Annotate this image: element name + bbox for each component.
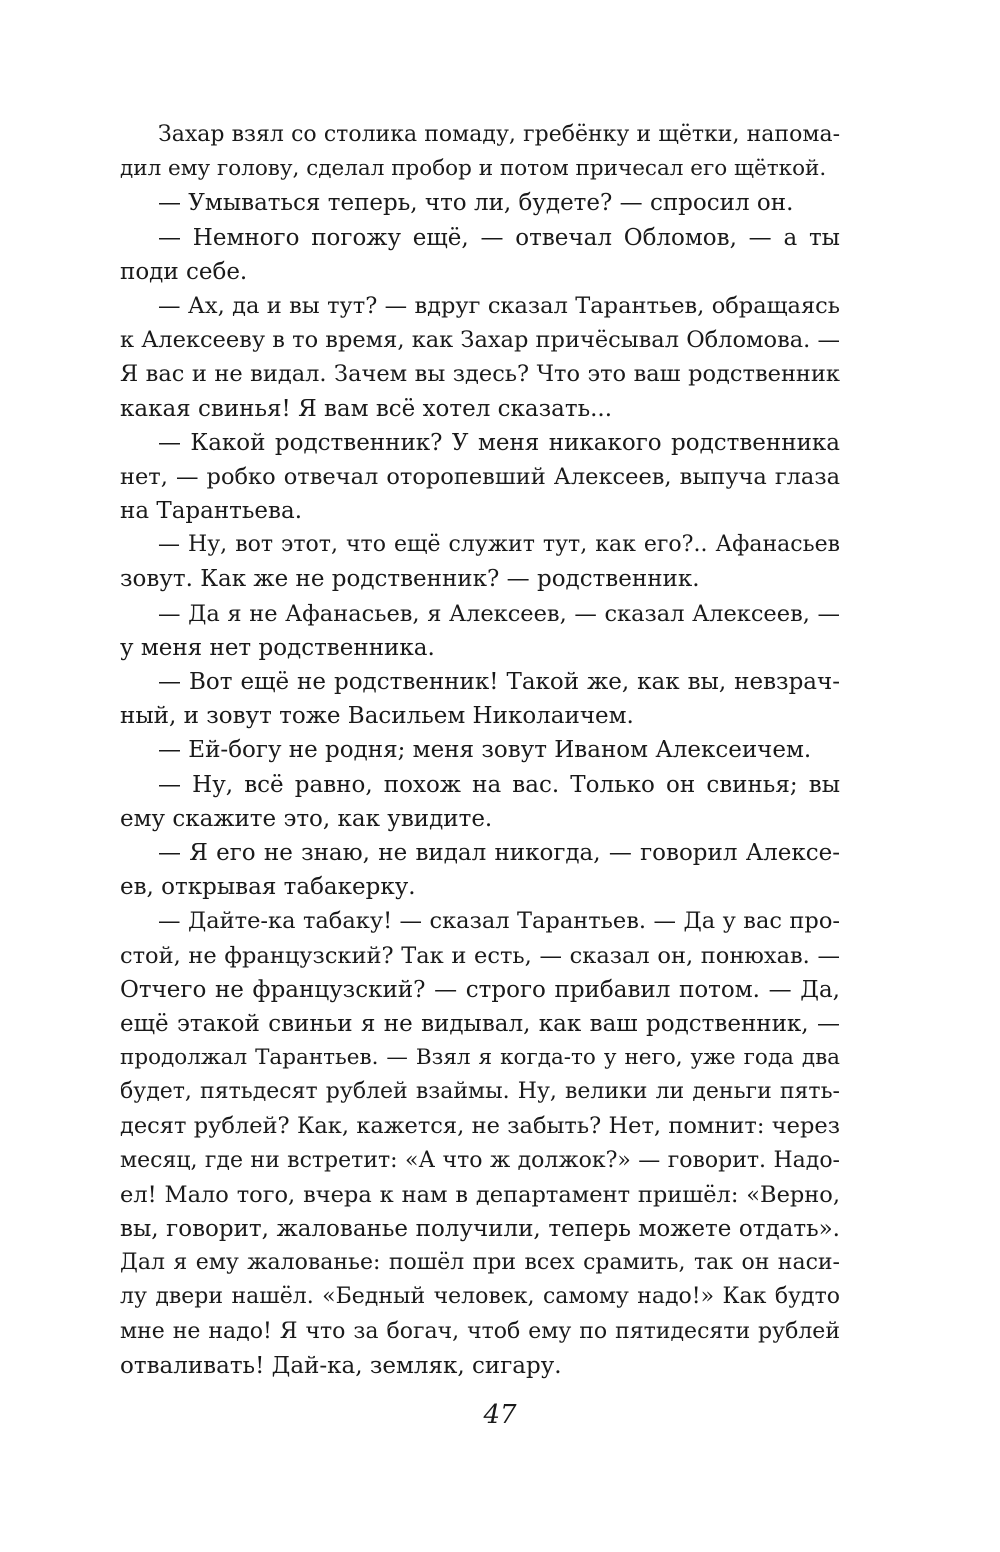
text-line: — Ах, да и вы тут? — вдруг сказал Тарантьев, обращаясь xyxy=(158,292,840,319)
text-line: десят рублей? Как, кажется, не забыть? Нет, помнит: через xyxy=(120,1113,840,1140)
text-line: нет, — робко отвечал оторопевший Алексеев, выпуча глаза xyxy=(120,463,840,490)
text-line: продолжал Тарантьев. — Взял я когда-то у него, уже года два xyxy=(120,1045,840,1071)
text-line: ел! Мало того, вчера к нам в департамент пришёл: «Верно, xyxy=(120,1181,840,1208)
text-line: — Умываться теперь, что ли, будете? — спросил он. xyxy=(158,190,794,217)
text-line: Дал я ему жалованье: пошёл при всех срамить, так он наси- xyxy=(120,1250,840,1276)
text-line: ев, открывая табакерку. xyxy=(120,874,416,901)
text-line: — Дайте-ка табаку! — сказал Тарантьев. — Да у вас про- xyxy=(158,908,840,935)
text-line: Захар взял со столика помаду, гребёнку и щётки, напома- xyxy=(158,122,840,147)
text-line: на Тарантьева. xyxy=(120,498,303,525)
text-line: к Алексееву в то время, как Захар причёсывал Обломова. — xyxy=(120,327,840,354)
text-line: лу двери нашёл. «Бедный человек, самому надо!» Как будто xyxy=(120,1284,840,1310)
text-line: будет, пятьдесят рублей взаймы. Ну, велики ли деньги пять- xyxy=(120,1079,840,1105)
text-line: мне не надо! Я что за богач, чтоб ему по пятидесяти рублей xyxy=(120,1318,840,1344)
text-line: отваливать! Дай-ка, земляк, сигару. xyxy=(120,1352,562,1379)
text-line: — Какой родственник? У меня никакого родственника xyxy=(158,429,840,456)
text-line: Я вас и не видал. Зачем вы здесь? Что это ваш родственник xyxy=(120,361,840,388)
text-line: — Немного погожу ещё, — отвечал Обломов, — а ты xyxy=(158,224,840,251)
text-line: какая свинья! Я вам всё хотел сказать... xyxy=(120,395,613,422)
text-line: ему скажите это, как увидите. xyxy=(120,805,493,832)
text-line: поди себе. xyxy=(120,258,248,285)
text-line: дил ему голову, сделал пробор и потом причесал его щёткой. xyxy=(120,156,827,182)
text-line: — Ей-богу не родня; меня зовут Иваном Алексеичем. xyxy=(158,737,812,764)
text-line: — Да я не Афанасьев, я Алексеев, — сказал Алексеев, — xyxy=(158,600,840,627)
text-line: зовут. Как же не родственник? — родственник. xyxy=(120,566,700,593)
text-line: стой, не французский? Так и есть, — сказал он, понюхав. — xyxy=(120,942,840,969)
text-line: месяц, где ни встретит: «А что ж должок?» — говорит. Надо- xyxy=(120,1147,840,1173)
text-line: ный, и зовут тоже Васильем Николаичем. xyxy=(120,703,634,730)
text-line: вы, говорит, жалованье получили, теперь можете отдать». xyxy=(120,1216,840,1242)
text-line: ещё этакой свиньи я не видывал, как ваш родственник, — xyxy=(120,1010,840,1037)
text-line: — Я его не знаю, не видал никогда, — говорил Алексе- xyxy=(158,839,840,866)
text-line: — Ну, всё равно, похож на вас. Только он свинья; вы xyxy=(158,771,840,798)
text-line: у меня нет родственника. xyxy=(120,634,435,661)
body-text xyxy=(120,118,840,1383)
text-line: — Вот ещё не родственник! Такой же, как вы, невзрач- xyxy=(158,669,840,695)
page-number: 47 xyxy=(483,1400,517,1430)
text-line: Отчего не французский? — строго прибавил потом. — Да, xyxy=(120,976,840,1003)
text-line: — Ну, вот этот, что ещё служит тут, как его?.. Афанасьев xyxy=(158,532,840,558)
